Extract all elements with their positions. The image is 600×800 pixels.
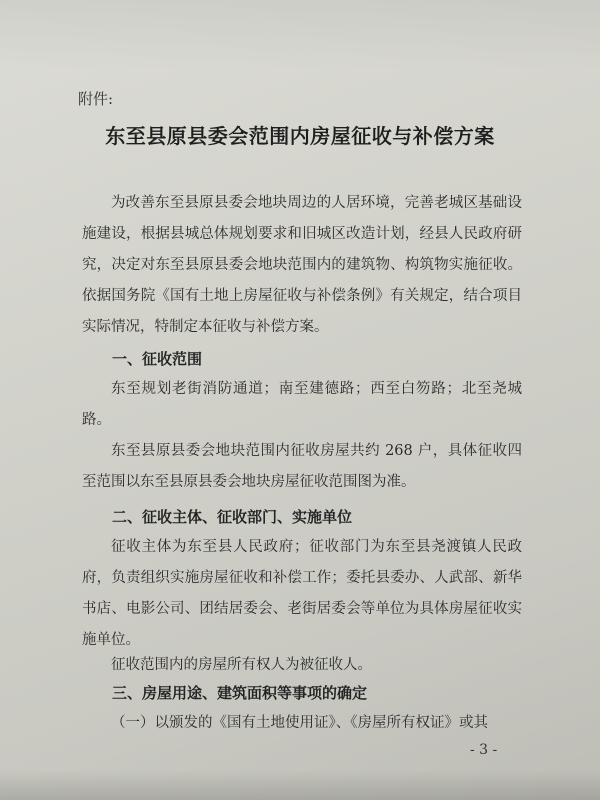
usage-item-1-paragraph: （一）以颁发的《国有土地使用证》、《房屋所有权证》或其 [111,715,488,731]
subject-paragraph: 征收主体为东至县人民政府；征收部门为东至县尧渡镇人民政府，负责组织实施房屋征收和补偿工作；委托县委办、人武部、新华书店、电影公司、团结居委会、老街居委会等单位为具体房屋征收实施单位。 [82,539,522,648]
section-heading-subject: 二、征收主体、征收部门、实施单位 [112,508,353,526]
scope-households-paragraph: 东至县原县委会地块范围内征收房屋共约 268 户，具体征收四至范围以东至县原县委会地块房屋征收范围图为准。 [82,443,522,490]
scope-boundaries-paragraph: 东至规划老街消防通道；南至建德路；西至白笏路；北至尧城路。 [82,381,522,428]
page-number: - 3 - [470,742,498,758]
attachment-label: 附件: [78,90,114,108]
section-heading-usage: 三、房屋用途、建筑面积等事项的确定 [112,684,368,702]
page-shadow [0,0,600,70]
intro-paragraph: 为改善东至县原县委会地块周边的人居环境，完善老城区基础设施建设，根据县城总体规划要求和旧城区改造计划，经县人民政府研究，决定对东至县原县委会地块范围内的建筑物、构筑物实施征收。依据国务院《国有土地上房屋征收与补偿条例》有关规定，结合项目实际情况，特制定本征收与补偿方案。 [82,195,522,335]
expropriated-person-paragraph: 征收范围内的房屋所有权人为被征收人。 [111,657,372,673]
page-bottom-edge [0,770,600,800]
section-heading-scope: 一、征收范围 [112,350,203,368]
document-title: 东至县原县委会范围内房屋征收与补偿方案 [105,124,495,148]
